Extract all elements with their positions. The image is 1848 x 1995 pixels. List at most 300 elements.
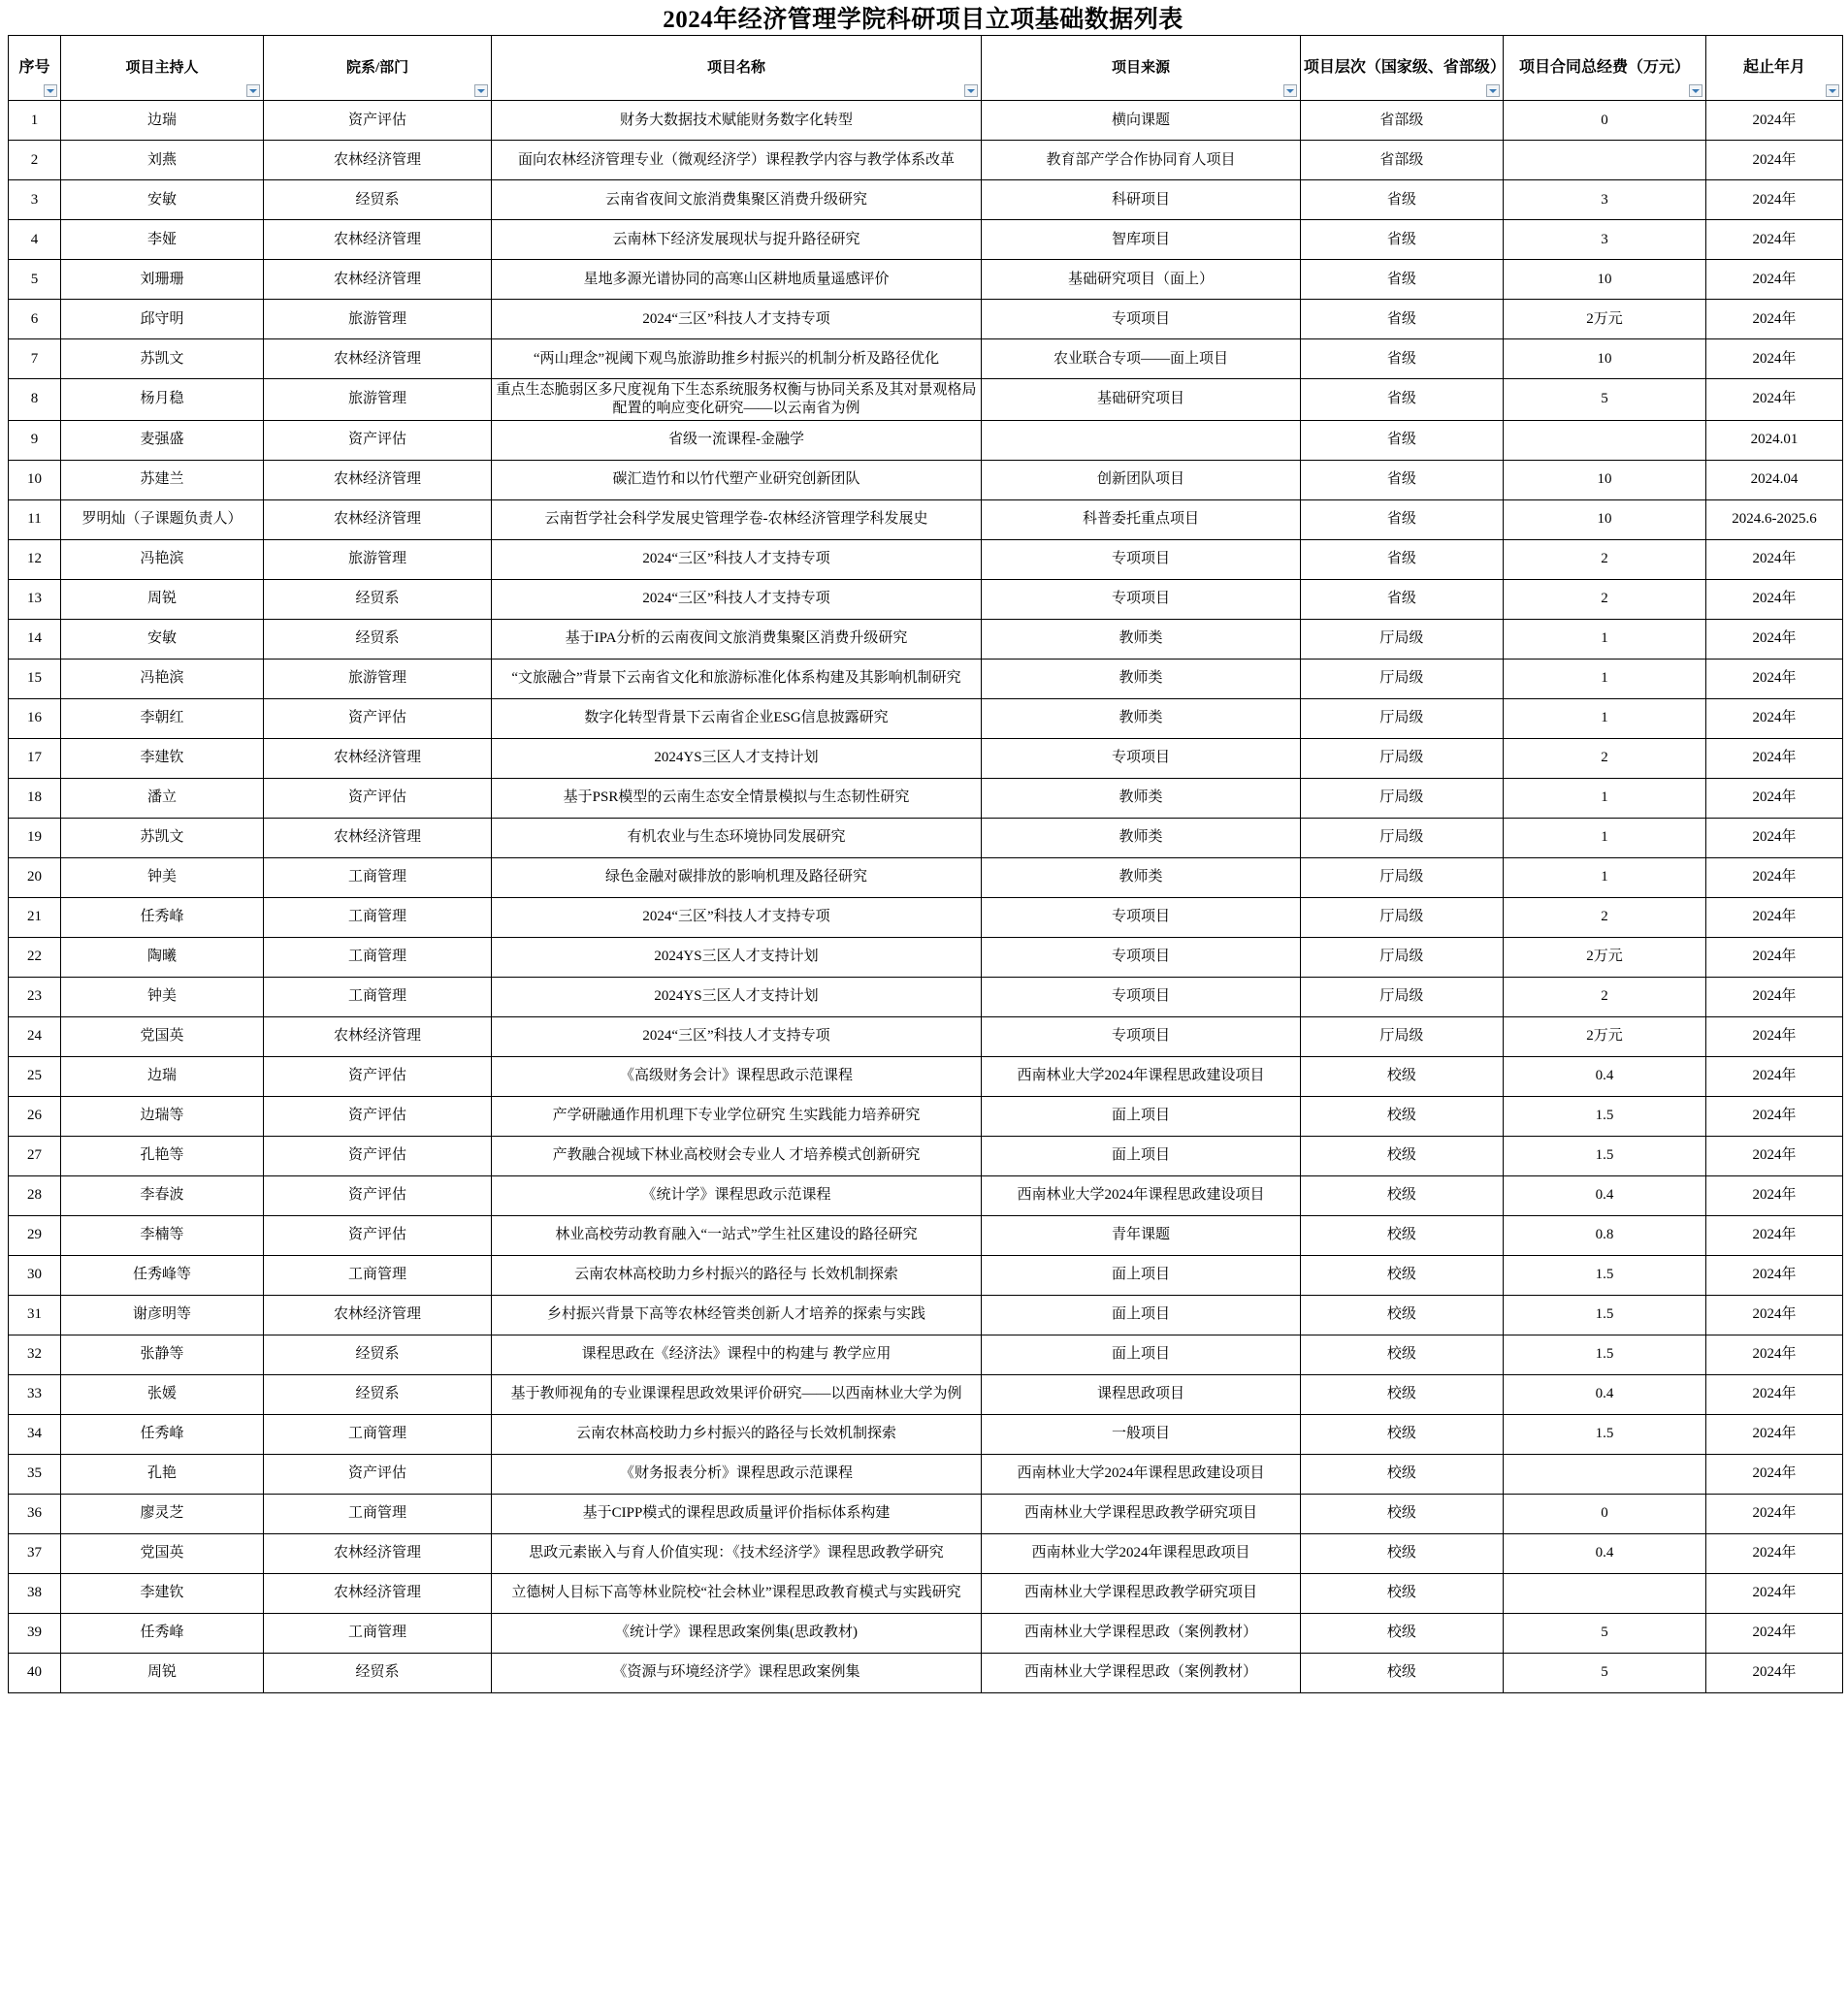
filter-dropdown-icon[interactable]	[1689, 84, 1702, 97]
cell-seq[interactable]: 11	[9, 499, 61, 539]
cell-host[interactable]: 麦强盛	[61, 420, 264, 460]
cell-department[interactable]: 工商管理	[264, 1613, 492, 1653]
cell-seq[interactable]: 23	[9, 977, 61, 1016]
cell-project-level[interactable]: 省级	[1300, 460, 1503, 499]
cell-project-name[interactable]: 云南哲学社会科学发展史管理学卷-农林经济管理学科发展史	[491, 499, 981, 539]
cell-project-level[interactable]: 校级	[1300, 1573, 1503, 1613]
cell-department[interactable]: 经贸系	[264, 1653, 492, 1692]
cell-project-level[interactable]: 省级	[1300, 220, 1503, 260]
cell-host[interactable]: 刘珊珊	[61, 260, 264, 300]
cell-host[interactable]: 罗明灿（子课题负责人）	[61, 499, 264, 539]
cell-project-source[interactable]: 专项项目	[982, 300, 1301, 339]
cell-project-level[interactable]: 厅局级	[1300, 937, 1503, 977]
cell-department[interactable]: 经贸系	[264, 619, 492, 659]
cell-project-source[interactable]: 教师类	[982, 778, 1301, 818]
cell-date-range[interactable]: 2024年	[1706, 738, 1843, 778]
cell-seq[interactable]: 1	[9, 101, 61, 141]
cell-total-funding[interactable]: 1	[1503, 659, 1705, 698]
cell-host[interactable]: 苏凯文	[61, 818, 264, 857]
cell-seq[interactable]: 30	[9, 1255, 61, 1295]
cell-date-range[interactable]: 2024年	[1706, 619, 1843, 659]
cell-seq[interactable]: 21	[9, 897, 61, 937]
cell-project-name[interactable]: 《资源与环境经济学》课程思政案例集	[491, 1653, 981, 1692]
cell-seq[interactable]: 6	[9, 300, 61, 339]
cell-total-funding[interactable]: 0.4	[1503, 1533, 1705, 1573]
cell-host[interactable]: 边瑞等	[61, 1096, 264, 1136]
cell-project-level[interactable]: 省级	[1300, 499, 1503, 539]
cell-total-funding[interactable]: 3	[1503, 180, 1705, 220]
cell-project-source[interactable]: 专项项目	[982, 977, 1301, 1016]
cell-host[interactable]: 周锐	[61, 1653, 264, 1692]
cell-department[interactable]: 农林经济管理	[264, 818, 492, 857]
cell-date-range[interactable]: 2024年	[1706, 818, 1843, 857]
cell-total-funding[interactable]	[1503, 141, 1705, 180]
cell-host[interactable]: 刘燕	[61, 141, 264, 180]
cell-project-source[interactable]: 专项项目	[982, 937, 1301, 977]
cell-department[interactable]: 资产评估	[264, 1215, 492, 1255]
cell-date-range[interactable]: 2024年	[1706, 1295, 1843, 1335]
cell-total-funding[interactable]: 1	[1503, 857, 1705, 897]
cell-seq[interactable]: 36	[9, 1494, 61, 1533]
cell-project-level[interactable]: 厅局级	[1300, 698, 1503, 738]
cell-project-name[interactable]: 财务大数据技术赋能财务数字化转型	[491, 101, 981, 141]
cell-seq[interactable]: 13	[9, 579, 61, 619]
cell-project-name[interactable]: 省级一流课程-金融学	[491, 420, 981, 460]
cell-seq[interactable]: 25	[9, 1056, 61, 1096]
cell-project-level[interactable]: 省级	[1300, 539, 1503, 579]
cell-project-name[interactable]: 2024“三区”科技人才支持专项	[491, 539, 981, 579]
cell-project-name[interactable]: 2024“三区”科技人才支持专项	[491, 897, 981, 937]
cell-host[interactable]: 谢彦明等	[61, 1295, 264, 1335]
cell-host[interactable]: 李娅	[61, 220, 264, 260]
cell-date-range[interactable]: 2024.01	[1706, 420, 1843, 460]
cell-project-source[interactable]: 教师类	[982, 619, 1301, 659]
cell-project-level[interactable]: 校级	[1300, 1175, 1503, 1215]
cell-project-source[interactable]: 西南林业大学课程思政教学研究项目	[982, 1494, 1301, 1533]
cell-project-level[interactable]: 厅局级	[1300, 818, 1503, 857]
cell-project-name[interactable]: 基于PSR模型的云南生态安全情景模拟与生态韧性研究	[491, 778, 981, 818]
cell-seq[interactable]: 19	[9, 818, 61, 857]
cell-total-funding[interactable]: 0	[1503, 101, 1705, 141]
cell-project-level[interactable]: 省级	[1300, 339, 1503, 379]
cell-project-source[interactable]: 面上项目	[982, 1136, 1301, 1175]
cell-date-range[interactable]: 2024年	[1706, 300, 1843, 339]
cell-total-funding[interactable]: 0.4	[1503, 1374, 1705, 1414]
cell-seq[interactable]: 38	[9, 1573, 61, 1613]
cell-date-range[interactable]: 2024年	[1706, 1374, 1843, 1414]
cell-total-funding[interactable]	[1503, 1573, 1705, 1613]
cell-host[interactable]: 边瑞	[61, 101, 264, 141]
cell-project-level[interactable]: 校级	[1300, 1414, 1503, 1454]
cell-project-name[interactable]: 思政元素嵌入与育人价值实现：《技术经济学》课程思政教学研究	[491, 1533, 981, 1573]
cell-date-range[interactable]: 2024年	[1706, 539, 1843, 579]
cell-project-source[interactable]: 西南林业大学课程思政教学研究项目	[982, 1573, 1301, 1613]
cell-date-range[interactable]: 2024年	[1706, 1136, 1843, 1175]
cell-project-name[interactable]: 《统计学》课程思政案例集(思政教材)	[491, 1613, 981, 1653]
cell-project-source[interactable]: 教师类	[982, 857, 1301, 897]
cell-project-name[interactable]: 产教融合视域下林业高校财会专业人 才培养模式创新研究	[491, 1136, 981, 1175]
cell-project-source[interactable]: 一般项目	[982, 1414, 1301, 1454]
cell-seq[interactable]: 40	[9, 1653, 61, 1692]
cell-date-range[interactable]: 2024年	[1706, 379, 1843, 421]
cell-total-funding[interactable]: 0	[1503, 1494, 1705, 1533]
cell-total-funding[interactable]: 2万元	[1503, 1016, 1705, 1056]
cell-total-funding[interactable]: 5	[1503, 1613, 1705, 1653]
cell-project-source[interactable]: 横向课题	[982, 101, 1301, 141]
cell-department[interactable]: 工商管理	[264, 1494, 492, 1533]
cell-date-range[interactable]: 2024年	[1706, 260, 1843, 300]
cell-project-name[interactable]: 2024YS三区人才支持计划	[491, 937, 981, 977]
cell-project-level[interactable]: 厅局级	[1300, 659, 1503, 698]
cell-date-range[interactable]: 2024年	[1706, 1335, 1843, 1374]
cell-department[interactable]: 农林经济管理	[264, 738, 492, 778]
cell-project-source[interactable]: 农业联合专项——面上项目	[982, 339, 1301, 379]
cell-host[interactable]: 党国英	[61, 1016, 264, 1056]
cell-project-source[interactable]: 面上项目	[982, 1295, 1301, 1335]
cell-seq[interactable]: 33	[9, 1374, 61, 1414]
column-header-project-source[interactable]	[982, 36, 1301, 101]
cell-project-source[interactable]: 面上项目	[982, 1096, 1301, 1136]
cell-total-funding[interactable]: 1.5	[1503, 1335, 1705, 1374]
cell-project-source[interactable]: 西南林业大学2024年课程思政项目	[982, 1533, 1301, 1573]
cell-project-name[interactable]: 基于CIPP模式的课程思政质量评价指标体系构建	[491, 1494, 981, 1533]
filter-dropdown-icon[interactable]	[1283, 84, 1297, 97]
cell-total-funding[interactable]: 0.4	[1503, 1175, 1705, 1215]
filter-dropdown-icon[interactable]	[474, 84, 488, 97]
cell-department[interactable]: 旅游管理	[264, 379, 492, 421]
cell-date-range[interactable]: 2024年	[1706, 1096, 1843, 1136]
filter-dropdown-icon[interactable]	[1826, 84, 1839, 97]
cell-project-source[interactable]: 创新团队项目	[982, 460, 1301, 499]
cell-seq[interactable]: 35	[9, 1454, 61, 1494]
cell-department[interactable]: 资产评估	[264, 698, 492, 738]
cell-total-funding[interactable]: 1	[1503, 778, 1705, 818]
cell-total-funding[interactable]: 1	[1503, 619, 1705, 659]
cell-project-name[interactable]: 2024“三区”科技人才支持专项	[491, 579, 981, 619]
cell-department[interactable]: 经贸系	[264, 1335, 492, 1374]
cell-project-name[interactable]: 云南省夜间文旅消费集聚区消费升级研究	[491, 180, 981, 220]
cell-project-level[interactable]: 校级	[1300, 1255, 1503, 1295]
cell-project-level[interactable]: 校级	[1300, 1494, 1503, 1533]
cell-total-funding[interactable]: 1.5	[1503, 1136, 1705, 1175]
cell-total-funding[interactable]: 10	[1503, 260, 1705, 300]
cell-project-source[interactable]: 智库项目	[982, 220, 1301, 260]
cell-date-range[interactable]: 2024年	[1706, 1613, 1843, 1653]
cell-date-range[interactable]: 2024年	[1706, 141, 1843, 180]
cell-department[interactable]: 农林经济管理	[264, 1016, 492, 1056]
cell-project-level[interactable]: 厅局级	[1300, 897, 1503, 937]
cell-project-source[interactable]: 青年课题	[982, 1215, 1301, 1255]
cell-host[interactable]: 钟美	[61, 857, 264, 897]
cell-date-range[interactable]: 2024年	[1706, 1414, 1843, 1454]
cell-seq[interactable]: 5	[9, 260, 61, 300]
cell-total-funding[interactable]: 5	[1503, 379, 1705, 421]
cell-seq[interactable]: 28	[9, 1175, 61, 1215]
cell-host[interactable]: 安敏	[61, 180, 264, 220]
filter-dropdown-icon[interactable]	[1486, 84, 1500, 97]
cell-seq[interactable]: 3	[9, 180, 61, 220]
cell-project-name[interactable]: “两山理念”视阈下观鸟旅游助推乡村振兴的机制分析及路径优化	[491, 339, 981, 379]
cell-seq[interactable]: 16	[9, 698, 61, 738]
cell-project-source[interactable]: 教师类	[982, 698, 1301, 738]
filter-dropdown-icon[interactable]	[246, 84, 260, 97]
cell-project-name[interactable]: 基于IPA分析的云南夜间文旅消费集聚区消费升级研究	[491, 619, 981, 659]
cell-project-level[interactable]: 省级	[1300, 180, 1503, 220]
cell-total-funding[interactable]: 10	[1503, 460, 1705, 499]
cell-project-level[interactable]: 厅局级	[1300, 619, 1503, 659]
cell-project-name[interactable]: 林业高校劳动教育融入“一站式”学生社区建设的路径研究	[491, 1215, 981, 1255]
cell-department[interactable]: 经贸系	[264, 579, 492, 619]
cell-seq[interactable]: 26	[9, 1096, 61, 1136]
cell-date-range[interactable]: 2024.04	[1706, 460, 1843, 499]
cell-seq[interactable]: 31	[9, 1295, 61, 1335]
cell-total-funding[interactable]: 1.5	[1503, 1414, 1705, 1454]
cell-seq[interactable]: 22	[9, 937, 61, 977]
cell-host[interactable]: 孔艳	[61, 1454, 264, 1494]
cell-total-funding[interactable]: 1.5	[1503, 1295, 1705, 1335]
cell-seq[interactable]: 24	[9, 1016, 61, 1056]
cell-host[interactable]: 邱守明	[61, 300, 264, 339]
column-header-total-funding[interactable]	[1503, 36, 1705, 101]
cell-project-name[interactable]: 云南农林高校助力乡村振兴的路径与长效机制探索	[491, 1414, 981, 1454]
cell-host[interactable]: 任秀峰	[61, 897, 264, 937]
cell-date-range[interactable]: 2024年	[1706, 180, 1843, 220]
cell-date-range[interactable]: 2024年	[1706, 937, 1843, 977]
cell-total-funding[interactable]	[1503, 1454, 1705, 1494]
cell-date-range[interactable]: 2024年	[1706, 698, 1843, 738]
cell-date-range[interactable]: 2024年	[1706, 1016, 1843, 1056]
cell-department[interactable]: 农林经济管理	[264, 339, 492, 379]
cell-project-source[interactable]: 专项项目	[982, 1016, 1301, 1056]
cell-seq[interactable]: 4	[9, 220, 61, 260]
cell-project-name[interactable]: 《统计学》课程思政示范课程	[491, 1175, 981, 1215]
cell-date-range[interactable]: 2024年	[1706, 1215, 1843, 1255]
cell-project-source[interactable]: 基础研究项目	[982, 379, 1301, 421]
cell-total-funding[interactable]: 2	[1503, 539, 1705, 579]
cell-project-source[interactable]: 面上项目	[982, 1255, 1301, 1295]
cell-seq[interactable]: 7	[9, 339, 61, 379]
cell-project-source[interactable]: 西南林业大学2024年课程思政建设项目	[982, 1175, 1301, 1215]
cell-project-name[interactable]: 课程思政在《经济法》课程中的构建与 教学应用	[491, 1335, 981, 1374]
cell-host[interactable]: 李建钦	[61, 738, 264, 778]
cell-project-source[interactable]: 专项项目	[982, 539, 1301, 579]
cell-total-funding[interactable]: 1	[1503, 818, 1705, 857]
cell-seq[interactable]: 27	[9, 1136, 61, 1175]
cell-date-range[interactable]: 2024年	[1706, 778, 1843, 818]
cell-seq[interactable]: 39	[9, 1613, 61, 1653]
cell-project-source[interactable]: 基础研究项目（面上）	[982, 260, 1301, 300]
cell-host[interactable]: 张静等	[61, 1335, 264, 1374]
cell-host[interactable]: 杨月稳	[61, 379, 264, 421]
cell-department[interactable]: 经贸系	[264, 180, 492, 220]
cell-project-source[interactable]: 专项项目	[982, 897, 1301, 937]
cell-seq[interactable]: 14	[9, 619, 61, 659]
cell-department[interactable]: 资产评估	[264, 1175, 492, 1215]
cell-project-level[interactable]: 省部级	[1300, 101, 1503, 141]
cell-date-range[interactable]: 2024年	[1706, 897, 1843, 937]
cell-project-level[interactable]: 校级	[1300, 1613, 1503, 1653]
cell-department[interactable]: 农林经济管理	[264, 1295, 492, 1335]
filter-dropdown-icon[interactable]	[964, 84, 978, 97]
cell-project-name[interactable]: 2024YS三区人才支持计划	[491, 738, 981, 778]
filter-dropdown-icon[interactable]	[44, 84, 57, 97]
cell-date-range[interactable]: 2024年	[1706, 977, 1843, 1016]
cell-department[interactable]: 资产评估	[264, 1096, 492, 1136]
cell-department[interactable]: 农林经济管理	[264, 141, 492, 180]
cell-host[interactable]: 安敏	[61, 619, 264, 659]
cell-project-source[interactable]: 科普委托重点项目	[982, 499, 1301, 539]
cell-total-funding[interactable]: 2	[1503, 897, 1705, 937]
cell-date-range[interactable]: 2024.6-2025.6	[1706, 499, 1843, 539]
cell-project-source[interactable]: 西南林业大学课程思政（案例教材）	[982, 1613, 1301, 1653]
cell-total-funding[interactable]: 2万元	[1503, 300, 1705, 339]
cell-total-funding[interactable]: 3	[1503, 220, 1705, 260]
cell-department[interactable]: 农林经济管理	[264, 1573, 492, 1613]
cell-project-name[interactable]: 有机农业与生态环境协同发展研究	[491, 818, 981, 857]
cell-host[interactable]: 李春波	[61, 1175, 264, 1215]
cell-project-source[interactable]	[982, 420, 1301, 460]
cell-project-name[interactable]: 2024“三区”科技人才支持专项	[491, 300, 981, 339]
cell-project-level[interactable]: 厅局级	[1300, 977, 1503, 1016]
cell-host[interactable]: 边瑞	[61, 1056, 264, 1096]
cell-seq[interactable]: 12	[9, 539, 61, 579]
cell-date-range[interactable]: 2024年	[1706, 579, 1843, 619]
cell-project-level[interactable]: 校级	[1300, 1653, 1503, 1692]
cell-total-funding[interactable]: 1.5	[1503, 1255, 1705, 1295]
cell-department[interactable]: 工商管理	[264, 1255, 492, 1295]
cell-host[interactable]: 陶曦	[61, 937, 264, 977]
cell-project-level[interactable]: 厅局级	[1300, 1016, 1503, 1056]
cell-host[interactable]: 李朝红	[61, 698, 264, 738]
cell-total-funding[interactable]: 0.8	[1503, 1215, 1705, 1255]
cell-department[interactable]: 工商管理	[264, 1414, 492, 1454]
cell-date-range[interactable]: 2024年	[1706, 1454, 1843, 1494]
cell-project-source[interactable]: 面上项目	[982, 1335, 1301, 1374]
cell-date-range[interactable]: 2024年	[1706, 1573, 1843, 1613]
cell-host[interactable]: 廖灵芝	[61, 1494, 264, 1533]
cell-department[interactable]: 农林经济管理	[264, 260, 492, 300]
cell-department[interactable]: 农林经济管理	[264, 1533, 492, 1573]
column-header-project-level[interactable]	[1300, 36, 1506, 101]
cell-project-level[interactable]: 厅局级	[1300, 778, 1503, 818]
cell-project-source[interactable]: 教师类	[982, 818, 1301, 857]
cell-host[interactable]: 苏凯文	[61, 339, 264, 379]
cell-total-funding[interactable]: 10	[1503, 339, 1705, 379]
cell-date-range[interactable]: 2024年	[1706, 220, 1843, 260]
cell-project-name[interactable]: 2024“三区”科技人才支持专项	[491, 1016, 981, 1056]
cell-department[interactable]: 工商管理	[264, 857, 492, 897]
cell-project-level[interactable]: 校级	[1300, 1215, 1503, 1255]
cell-host[interactable]: 冯艳滨	[61, 659, 264, 698]
cell-total-funding[interactable]	[1503, 420, 1705, 460]
cell-department[interactable]: 资产评估	[264, 1454, 492, 1494]
cell-department[interactable]: 工商管理	[264, 897, 492, 937]
cell-host[interactable]: 钟美	[61, 977, 264, 1016]
cell-seq[interactable]: 2	[9, 141, 61, 180]
cell-department[interactable]: 资产评估	[264, 1056, 492, 1096]
cell-project-level[interactable]: 校级	[1300, 1096, 1503, 1136]
cell-department[interactable]: 旅游管理	[264, 300, 492, 339]
cell-project-level[interactable]: 省级	[1300, 420, 1503, 460]
cell-host[interactable]: 任秀峰	[61, 1414, 264, 1454]
cell-project-level[interactable]: 校级	[1300, 1454, 1503, 1494]
cell-project-source[interactable]: 课程思政项目	[982, 1374, 1301, 1414]
cell-seq[interactable]: 8	[9, 379, 61, 421]
cell-host[interactable]: 党国英	[61, 1533, 264, 1573]
cell-project-source[interactable]: 西南林业大学2024年课程思政建设项目	[982, 1454, 1301, 1494]
cell-project-level[interactable]: 校级	[1300, 1374, 1503, 1414]
cell-date-range[interactable]: 2024年	[1706, 1494, 1843, 1533]
cell-project-name[interactable]: 重点生态脆弱区多尺度视角下生态系统服务权衡与协同关系及其对景观格局配置的响应变化研究——以云南省为例	[491, 379, 981, 421]
cell-host[interactable]: 任秀峰等	[61, 1255, 264, 1295]
cell-project-level[interactable]: 校级	[1300, 1295, 1503, 1335]
cell-project-source[interactable]: 专项项目	[982, 738, 1301, 778]
cell-host[interactable]: 孔艳等	[61, 1136, 264, 1175]
cell-host[interactable]: 任秀峰	[61, 1613, 264, 1653]
cell-project-name[interactable]: 数字化转型背景下云南省企业ESG信息披露研究	[491, 698, 981, 738]
cell-project-name[interactable]: 碳汇造竹和以竹代塑产业研究创新团队	[491, 460, 981, 499]
cell-department[interactable]: 资产评估	[264, 420, 492, 460]
cell-seq[interactable]: 15	[9, 659, 61, 698]
cell-project-name[interactable]: “文旅融合”背景下云南省文化和旅游标准化体系构建及其影响机制研究	[491, 659, 981, 698]
cell-total-funding[interactable]: 1.5	[1503, 1096, 1705, 1136]
cell-project-level[interactable]: 厅局级	[1300, 857, 1503, 897]
cell-total-funding[interactable]: 1	[1503, 698, 1705, 738]
cell-project-level[interactable]: 省级	[1300, 379, 1503, 421]
cell-project-name[interactable]: 星地多源光谱协同的高寒山区耕地质量遥感评价	[491, 260, 981, 300]
column-header-host[interactable]	[61, 36, 264, 101]
cell-department[interactable]: 农林经济管理	[264, 220, 492, 260]
cell-seq[interactable]: 10	[9, 460, 61, 499]
cell-total-funding[interactable]: 2	[1503, 977, 1705, 1016]
cell-project-level[interactable]: 校级	[1300, 1056, 1503, 1096]
cell-project-name[interactable]: 云南农林高校助力乡村振兴的路径与 长效机制探索	[491, 1255, 981, 1295]
cell-department[interactable]: 资产评估	[264, 1136, 492, 1175]
cell-date-range[interactable]: 2024年	[1706, 1533, 1843, 1573]
cell-project-name[interactable]: 《财务报表分析》课程思政示范课程	[491, 1454, 981, 1494]
cell-date-range[interactable]: 2024年	[1706, 101, 1843, 141]
cell-date-range[interactable]: 2024年	[1706, 339, 1843, 379]
cell-date-range[interactable]: 2024年	[1706, 1255, 1843, 1295]
column-header-project-name[interactable]	[491, 36, 981, 101]
cell-host[interactable]: 张媛	[61, 1374, 264, 1414]
cell-total-funding[interactable]: 2万元	[1503, 937, 1705, 977]
cell-project-source[interactable]: 西南林业大学课程思政（案例教材）	[982, 1653, 1301, 1692]
cell-department[interactable]: 旅游管理	[264, 659, 492, 698]
cell-total-funding[interactable]: 2	[1503, 579, 1705, 619]
cell-seq[interactable]: 18	[9, 778, 61, 818]
cell-total-funding[interactable]: 2	[1503, 738, 1705, 778]
cell-seq[interactable]: 34	[9, 1414, 61, 1454]
cell-department[interactable]: 旅游管理	[264, 539, 492, 579]
cell-project-level[interactable]: 校级	[1300, 1335, 1503, 1374]
cell-department[interactable]: 资产评估	[264, 778, 492, 818]
cell-date-range[interactable]: 2024年	[1706, 1653, 1843, 1692]
cell-seq[interactable]: 20	[9, 857, 61, 897]
cell-project-name[interactable]: 《高级财务会计》课程思政示范课程	[491, 1056, 981, 1096]
cell-project-name[interactable]: 云南林下经济发展现状与捉升路径研究	[491, 220, 981, 260]
column-header-date-range[interactable]	[1706, 36, 1843, 101]
cell-seq[interactable]: 37	[9, 1533, 61, 1573]
cell-project-level[interactable]: 省级	[1300, 260, 1503, 300]
cell-seq[interactable]: 17	[9, 738, 61, 778]
cell-project-source[interactable]: 专项项目	[982, 579, 1301, 619]
cell-project-source[interactable]: 西南林业大学2024年课程思政建设项目	[982, 1056, 1301, 1096]
cell-project-source[interactable]: 教师类	[982, 659, 1301, 698]
cell-host[interactable]: 冯艳滨	[61, 539, 264, 579]
cell-host[interactable]: 李楠等	[61, 1215, 264, 1255]
cell-date-range[interactable]: 2024年	[1706, 857, 1843, 897]
